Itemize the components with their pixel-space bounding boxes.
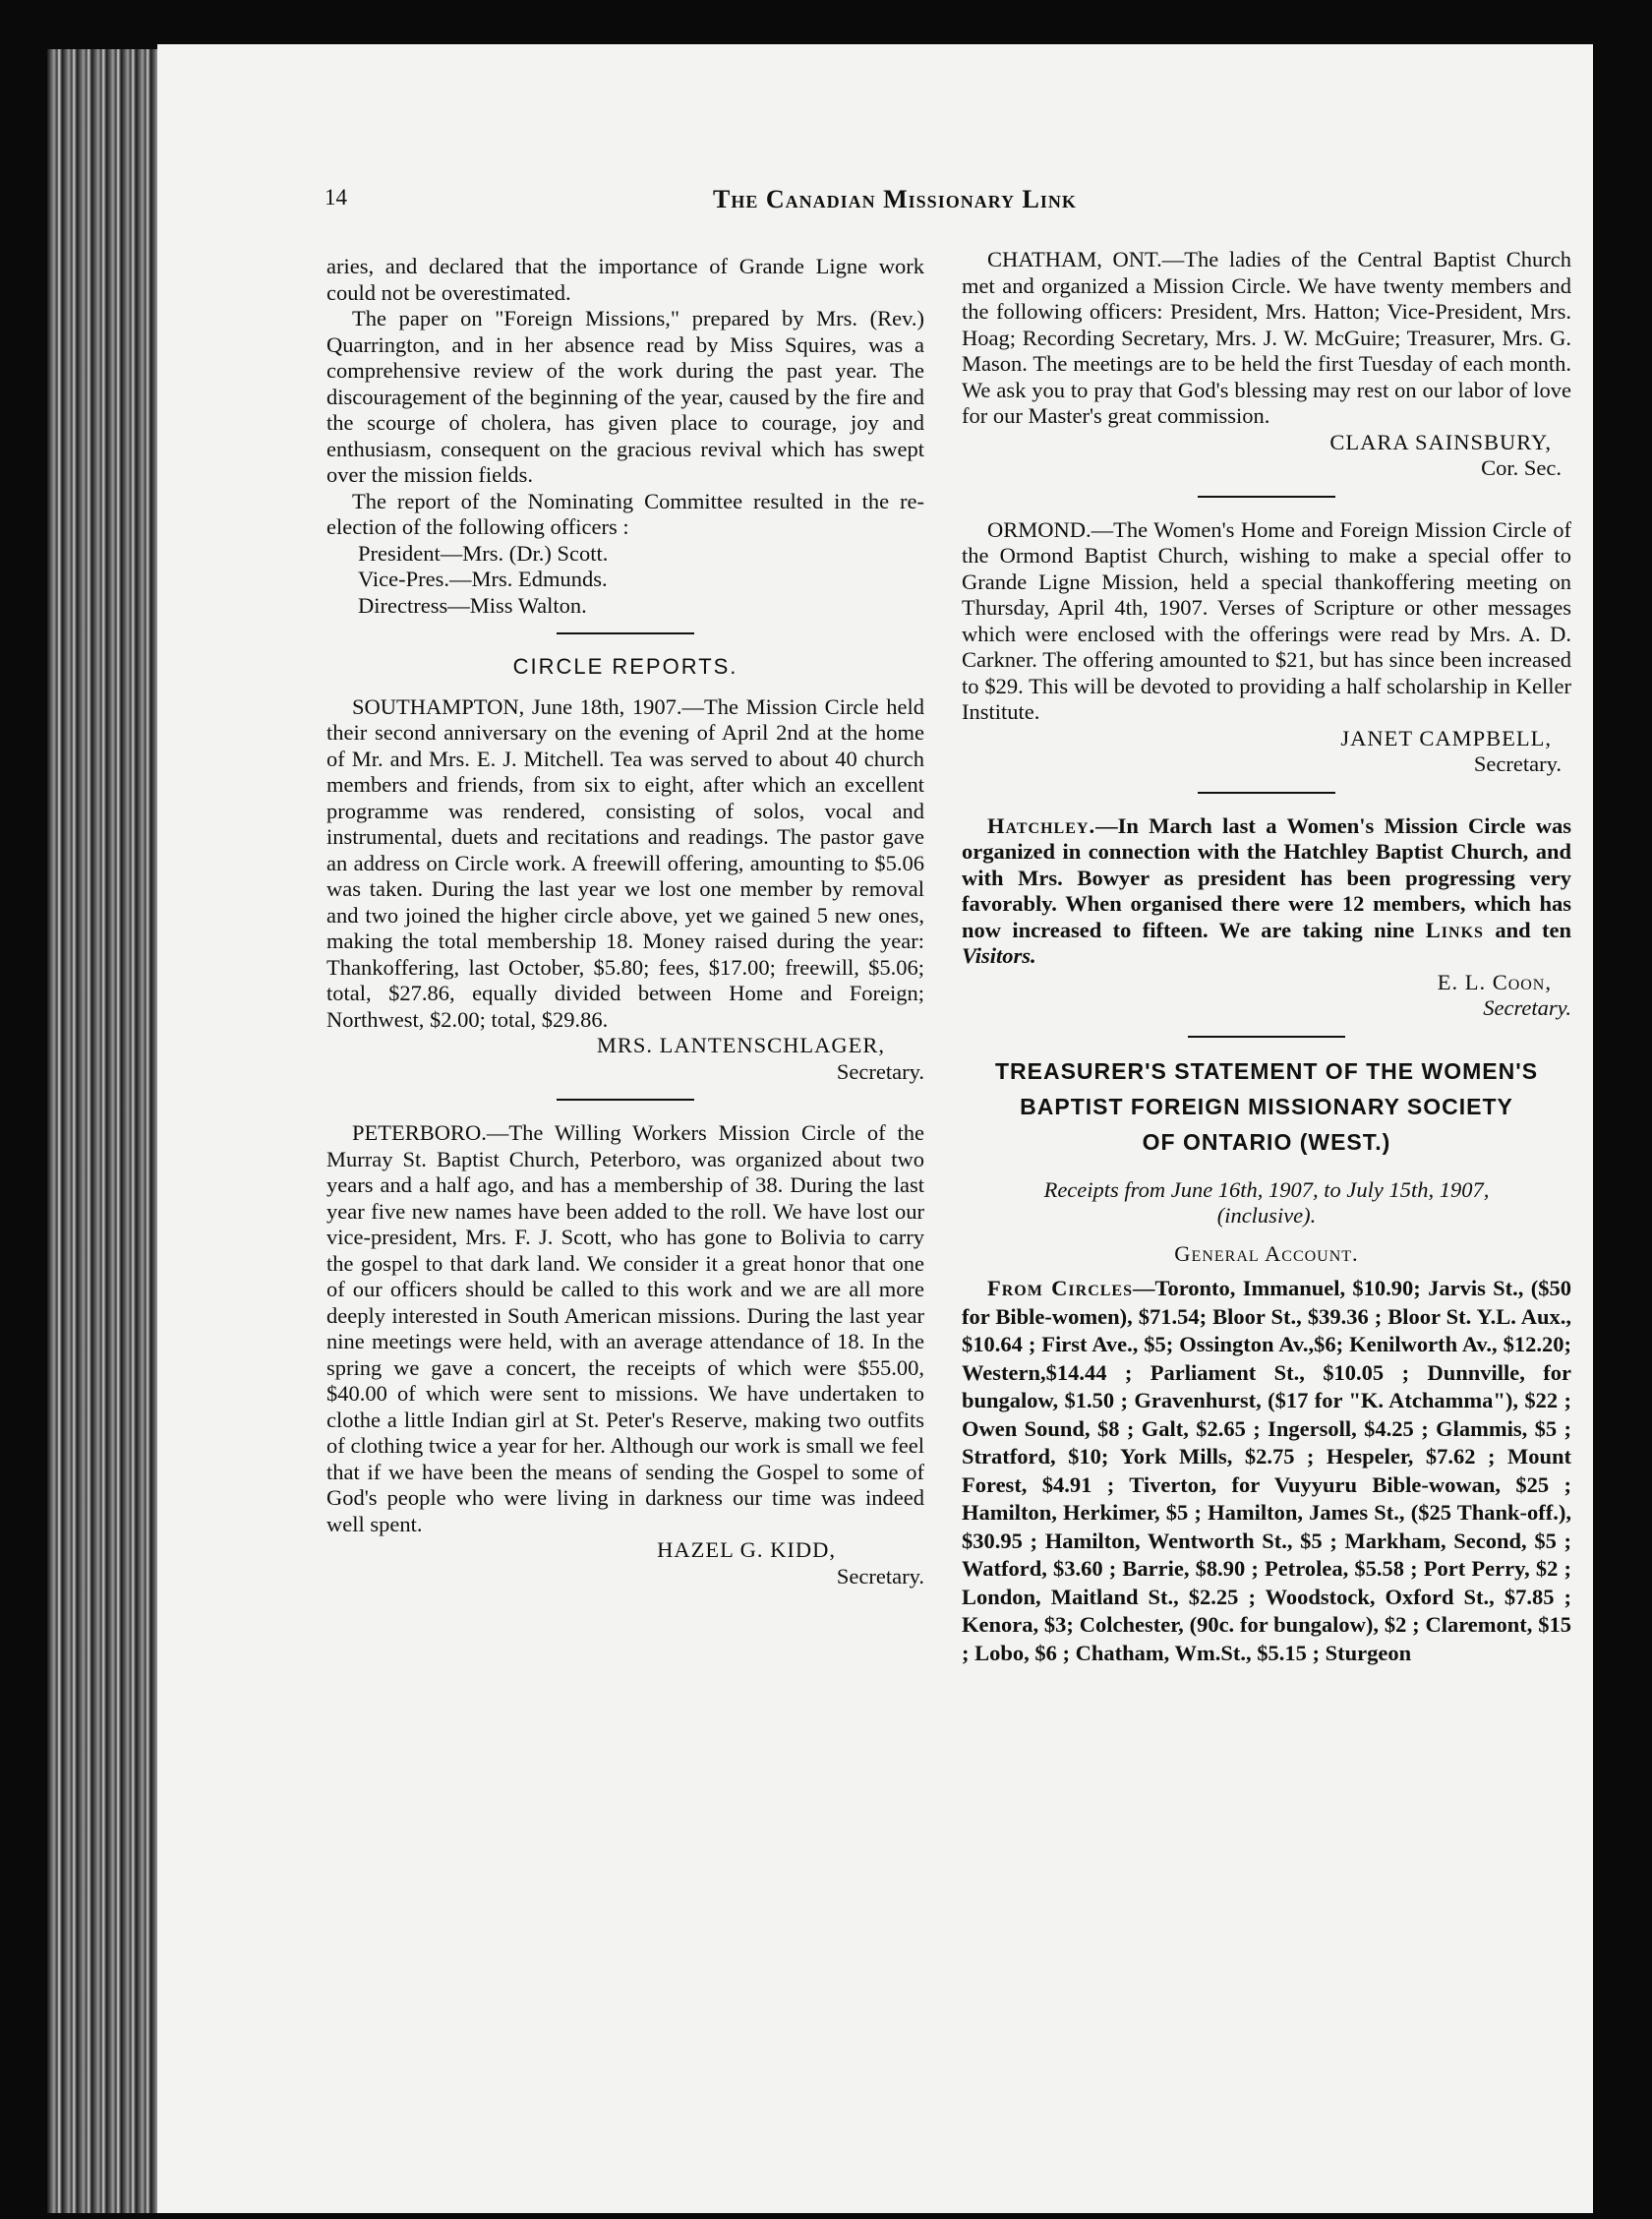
paragraph-continuation: aries, and declared that the importance of Grande Ligne work could not be overestimated. (326, 254, 924, 305)
peterboro-role: Secretary. (836, 1563, 924, 1589)
receipts-period: Receipts from June 16th, 1907, to July 15th, 1907, (1043, 1176, 1490, 1202)
chatham-signature: CLARA SAINSBURY, (1329, 429, 1552, 454)
report-ormond: ORMOND.—The Women's Home and Foreign Mission Circle of the Ormond Baptist Church, wishing to make a special offer to Grande Ligne Mission, held a special thankoffering meeting on Thursday, April 4th, 1907. Verses of Scripture or other messages which were enclosed with the offerings were read by Mrs. A. D. Carkner. The offering amounted to $21, but has since been increased to $29. This will be devoted to providing a half scholarship in Keller Institute. (962, 516, 1571, 724)
paragraph-nominating: The report of the Nominating Committee resulted in the re-election of the following officers : (326, 488, 924, 539)
page-edge-strip (47, 49, 175, 2213)
treasurer-title-line1: TREASURER'S STATEMENT OF THE WOMEN'S (994, 1057, 1539, 1084)
chatham-role: Cor. Sec. (1481, 455, 1562, 480)
general-account-heading: General Account. (1174, 1240, 1359, 1266)
paragraph-foreign-missions: The paper on "Foreign Missions," prepared by Mrs. (Rev.) Quarrington, and in her absence read by Miss Squires, was a comprehensive review of the work during the past year. The discouragement of the beginning of the year, caused by the fire and the scourge of cholera, has given place to courage, joy and enthusiasm, consequent on the gracious revival which has swept over the mission fields. (326, 306, 924, 487)
hatchley-links: Links (1425, 917, 1484, 942)
left-column (326, 254, 924, 1589)
from-circles-list (962, 1275, 1571, 1667)
hatchley-text-a: —In March last a Women's Mission Circle was organized in connection with the Hatchley Baptist Church, and with Mrs. Bowyer as president has been progressing very favorably. When organised there were 12 members, which has now increased to fifteen. We are taking nine (962, 812, 1571, 942)
officers-list (326, 541, 924, 620)
officer-vice-president: Vice-Pres.—Mrs. Edmunds. (358, 567, 608, 591)
hatchley-signature: E. L. Coon, (1437, 969, 1552, 994)
treasurer-title-line2: BAPTIST FOREIGN MISSIONARY SOCIETY (1020, 1093, 1513, 1119)
hatchley-lead: Hatchley. (987, 812, 1096, 838)
section-divider (1198, 792, 1335, 794)
peterboro-signature: HAZEL G. KIDD, (657, 1537, 836, 1562)
section-divider (557, 632, 694, 634)
ormond-signature: JANET CAMPBELL, (1340, 725, 1552, 750)
officer-president: President—Mrs. (Dr.) Scott. (358, 540, 609, 566)
section-divider (1198, 496, 1335, 498)
report-peterboro: PETERBORO.—The Willing Workers Mission Circle of the Murray St. Baptist Church, Peterboro, was organized about two years and a half ago, and has a membership of 38. During the last year five new names have been added to the roll. We have lost our vice-president, Mrs. F. J. Scott, who has gone to Bolivia to carry the gospel to that dark land. We consider it a great honor that one of our officers should be called to this work and we are all more deeply interested in South American missions. During the last year nine meetings were held, with an average attendance of 18. In the spring we gave a concert, the receipts of which were $55.00, $40.00 of which were sent to missions. We have undertaken to clothe a little Indian girl at St. Peter's Reserve, making two outfits of clothing twice a year for her. Although our work is small we feel that if we have been the means of sending the Gospel to some of God's people who were living in darkness our time was indeed well spent. (326, 1120, 924, 1536)
hatchley-text-b: and ten (1483, 917, 1571, 942)
southampton-role: Secretary. (836, 1058, 924, 1084)
report-hatchley (962, 813, 1571, 970)
running-title: The Canadian Missionary Link (713, 185, 1077, 213)
treasurer-title-line3: OF ONTARIO (WEST.) (1142, 1128, 1391, 1155)
right-column (962, 247, 1571, 1667)
section-divider (1188, 1036, 1345, 1038)
from-circles-text: —Toronto, Immanuel, $10.90; Jarvis St., ($50 for Bible-women), $71.54; Bloor St., $39.36 ; Bloor St. Y.L. Aux., $10.64 ; First Ave., $5; Ossington Av.,$6; Kenilworth Av., $12.20; Western,$14.44 ; Parliament St., $10.05 ; Dunnville, for bungalow, $1.50 ; Gravenhurst, ($17 for "K. Atchamma"), $22 ; Owen Sound, $8 ; Galt, $2.65 ; Ingersoll, $4.25 ; Glammis, $5 ; Stratford, $10; York Mills, $2.75 ; Hespeler, $7.62 ; Mount Forest, $4.91 ; Tiverton, for Vuyyuru Bible-wowan, $25 ; Hamilton, Herkimer, $5 ; Hamilton, James St., ($25 Thank-off.), $30.95 ; Hamilton, Wentworth St., $5 ; Markham, Second, $5 ; Watford, $3.60 ; Barrie, $8.90 ; Petrolea, $5.58 ; Port Perry, $2 ; London, Maitland St., $2.25 ; Woodstock, Oxford St., $7.85 ; Kenora, $3; Colchester, (90c. for bungalow), $2 ; Claremont, $15 ; Lobo, $6 ; Chatham, Wm.St., $5.15 ; Sturgeon (962, 1276, 1571, 1665)
hatchley-visitors: Visitors. (962, 943, 1036, 968)
ormond-role: Secretary. (1473, 751, 1562, 776)
from-circles-lead: From Circles (987, 1276, 1133, 1300)
report-southampton: SOUTHAMPTON, June 18th, 1907.—The Mission Circle held their second anniversary on the evening of April 2nd at the home of Mr. and Mrs. E. J. Mitchell. Tea was served to about 40 church members and friends, from six to eight, after which an excellent programme was rendered, consisting of solos, vocal and instrumental, duets and recitations and readings. The pastor gave an address on Circle work. A freewill offering, amounting to $5.06 was taken. During the last year we lost one member by removal and two joined the higher circle above, yet we gained 5 new ones, making the total membership 18. Money raised during the year: Thankoffering, last October, $5.80; fees, $17.00; freewill, $5.06; total, $27.86, equally divided between Home and Foreign; Northwest, $2.00; total, $29.86. (326, 693, 924, 1032)
report-chatham: CHATHAM, ONT.—The ladies of the Central Baptist Church met and organized a Mission Circle. We have twenty members and the following officers: President, Mrs. Hatton; Vice-President, Mrs. Hoag; Recording Secretary, Mrs. J. W. McGuire; Treasurer, Mrs. G. Mason. The meetings are to be held the first Tuesday of each month. We ask you to pray that God's blessing may rest on our labor of love for our Master's great commission. (962, 247, 1571, 428)
section-divider (557, 1099, 694, 1101)
page-number: 14 (324, 185, 347, 210)
hatchley-role: Secretary. (1483, 995, 1571, 1020)
southampton-signature: MRS. LANTENSCHLAGER, (596, 1033, 885, 1057)
receipts-period-2: (inclusive). (1216, 1203, 1317, 1228)
circle-reports-heading: CIRCLE REPORTS. (512, 654, 738, 679)
officer-directress: Directress—Miss Walton. (358, 592, 587, 618)
